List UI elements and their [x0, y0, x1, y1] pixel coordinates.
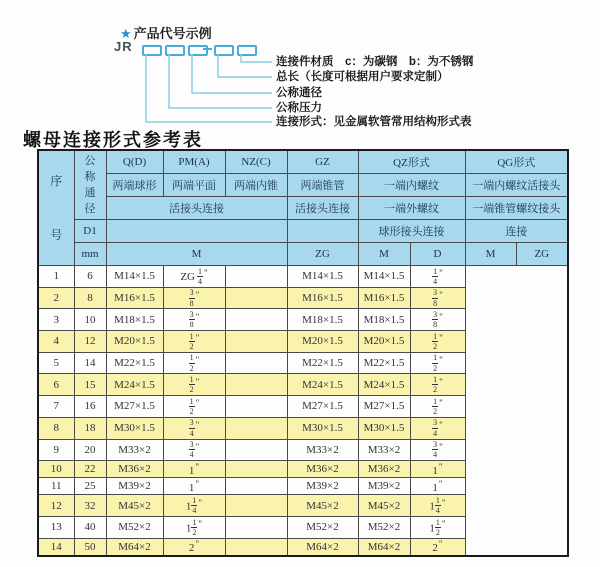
cell-qz-m — [225, 495, 287, 517]
header-mm: mm — [74, 243, 106, 266]
callout-nominal-diameter: 公称通径 — [276, 87, 322, 99]
table-row — [38, 478, 568, 495]
header-m-main: M — [106, 243, 287, 266]
cell-qz-d: M16×1.5 — [287, 287, 358, 309]
cell-qg-zg: $\frac{1}{2}$ " — [410, 374, 465, 396]
header-qz-desc1: 一端内螺纹 — [358, 174, 465, 197]
table-row — [38, 439, 568, 461]
cell-m-thread: M52×2 — [106, 517, 163, 539]
cell-gz-zg: $\frac{3}{8}$ " — [163, 309, 225, 331]
cell-m-thread: M22×1.5 — [106, 352, 163, 374]
cell-seq: 10 — [38, 461, 74, 478]
header-qz-m: M — [358, 243, 410, 266]
cell-qg-zg: $\frac{1}{2}$ " — [410, 396, 465, 418]
cell-qz-m — [225, 417, 287, 439]
cell-gz-zg: 1 $\frac{1}{4}$ " — [163, 495, 225, 517]
header-nz-c: NZ(C) — [225, 150, 287, 174]
cell-qz-m — [225, 517, 287, 539]
header-gz: GZ — [287, 150, 358, 174]
cell-dn-mm: 16 — [74, 396, 106, 418]
cell-m-thread: M36×2 — [106, 461, 163, 478]
header-pm-a-desc: 两端平面 — [163, 174, 225, 197]
cell-qg-m: M36×2 — [358, 461, 410, 478]
cell-qz-m — [225, 331, 287, 353]
cell-dn-mm: 50 — [74, 538, 106, 556]
cell-dn-mm: 14 — [74, 352, 106, 374]
cell-qz-m — [225, 439, 287, 461]
cell-qg-zg: $\frac{3}{4}$ " — [410, 417, 465, 439]
cell-qg-m: M33×2 — [358, 439, 410, 461]
cell-m-thread: M16×1.5 — [106, 287, 163, 309]
cell-qz-d: M24×1.5 — [287, 374, 358, 396]
cell-qg-zg: 2" — [410, 538, 465, 556]
cell-qg-m: M39×2 — [358, 478, 410, 495]
cell-dn-mm: 18 — [74, 417, 106, 439]
header-qg-desc2: 一端锥管螺纹接头 — [465, 197, 568, 220]
cell-qg-m: M22×1.5 — [358, 352, 410, 374]
header-gz-live-joint: 活接头连接 — [287, 197, 358, 220]
cell-dn-mm: 15 — [74, 374, 106, 396]
table-row — [38, 517, 568, 539]
callout-connection-form: 连接形式：见金属软管常用结构形式表 — [276, 116, 472, 128]
cell-seq: 2 — [38, 287, 74, 309]
table-row — [38, 538, 568, 556]
cell-m-thread: M27×1.5 — [106, 396, 163, 418]
cell-qz-m — [225, 352, 287, 374]
cell-qz-d: M18×1.5 — [287, 309, 358, 331]
header-nominal-diameter: 公称通径 — [74, 150, 106, 220]
cell-seq: 5 — [38, 352, 74, 374]
cell-gz-zg: 1 $\frac{1}{2}$ " — [163, 517, 225, 539]
cell-qz-d: M33×2 — [287, 439, 358, 461]
cell-m-thread: M20×1.5 — [106, 331, 163, 353]
cell-m-thread: M18×1.5 — [106, 309, 163, 331]
cell-qg-m: M45×2 — [358, 495, 410, 517]
cell-qz-d: M39×2 — [287, 478, 358, 495]
cell-qg-zg: $\frac{1}{2}$ " — [410, 352, 465, 374]
table-row — [38, 495, 568, 517]
cell-dn-mm: 32 — [74, 495, 106, 517]
cell-seq: 1 — [38, 266, 74, 288]
code-prefix: JR — [114, 39, 133, 54]
cell-seq: 13 — [38, 517, 74, 539]
cell-qz-d: M14×1.5 — [287, 266, 358, 288]
cell-dn-mm: 12 — [74, 331, 106, 353]
cell-qg-m: M27×1.5 — [358, 396, 410, 418]
cell-seq: 8 — [38, 417, 74, 439]
cell-qz-m — [225, 287, 287, 309]
table-row — [38, 266, 568, 288]
cell-m-thread: M14×1.5 — [106, 266, 163, 288]
cell-qg-m: M30×1.5 — [358, 417, 410, 439]
callout-total-length: 总长（长度可根据用户要求定制） — [276, 71, 449, 83]
cell-qz-d: M52×2 — [287, 517, 358, 539]
cell-qz-m — [225, 478, 287, 495]
cell-gz-zg: 2" — [163, 538, 225, 556]
header-nz-c-desc: 两端内锥 — [225, 174, 287, 197]
cell-qg-m: M16×1.5 — [358, 287, 410, 309]
header-qz-desc2: 一端外螺纹 — [358, 197, 465, 220]
cell-qg-zg: 1 $\frac{1}{2}$ " — [410, 517, 465, 539]
table-row — [38, 352, 568, 374]
cell-dn-mm: 40 — [74, 517, 106, 539]
cell-seq: 12 — [38, 495, 74, 517]
cell-m-thread: M33×2 — [106, 439, 163, 461]
header-gz-desc: 两端锥管 — [287, 174, 358, 197]
table-row — [38, 396, 568, 418]
cell-gz-zg: ZG $\frac{1}{4}$ " — [163, 266, 225, 288]
cell-dn-mm: 22 — [74, 461, 106, 478]
nut-connection-reference-table — [37, 149, 569, 557]
header-seq-no: 序号 — [38, 150, 74, 266]
header-d1: D1 — [74, 220, 106, 243]
cell-qz-d: M27×1.5 — [287, 396, 358, 418]
star-icon: ★ — [120, 26, 132, 41]
cell-qg-m: M18×1.5 — [358, 309, 410, 331]
cell-qg-zg: $\frac{3}{4}$ " — [410, 439, 465, 461]
table-row — [38, 331, 568, 353]
cell-seq: 11 — [38, 478, 74, 495]
cell-m-thread: M30×1.5 — [106, 417, 163, 439]
table-row — [38, 417, 568, 439]
header-qz-desc3: 球形接头连接 — [358, 220, 465, 243]
cell-qz-d: M20×1.5 — [287, 331, 358, 353]
cell-seq: 7 — [38, 396, 74, 418]
cell-dn-mm: 20 — [74, 439, 106, 461]
cell-qg-m: M64×2 — [358, 538, 410, 556]
cell-gz-zg: $\frac{1}{2}$ " — [163, 374, 225, 396]
cell-gz-zg: $\frac{3}{4}$ " — [163, 439, 225, 461]
cell-qg-m: M24×1.5 — [358, 374, 410, 396]
cell-qg-m: M14×1.5 — [358, 266, 410, 288]
cell-gz-zg: $\frac{3}{8}$ " — [163, 287, 225, 309]
cell-gz-zg: $\frac{1}{2}$ " — [163, 396, 225, 418]
cell-m-thread: M39×2 — [106, 478, 163, 495]
cell-dn-mm: 8 — [74, 287, 106, 309]
cell-seq: 4 — [38, 331, 74, 353]
header-qg-zg: ZG — [516, 243, 568, 266]
cell-qg-zg: 1" — [410, 478, 465, 495]
header-qg-form: QG形式 — [465, 150, 568, 174]
cell-gz-zg: $\frac{1}{2}$ " — [163, 331, 225, 353]
table-row — [38, 309, 568, 331]
cell-qz-d: M30×1.5 — [287, 417, 358, 439]
cell-qg-zg: 1" — [410, 461, 465, 478]
cell-qz-d: M45×2 — [287, 495, 358, 517]
cell-qg-m: M20×1.5 — [358, 331, 410, 353]
cell-qg-zg: $\frac{1}{4}$ " — [410, 266, 465, 288]
callout-nominal-pressure: 公称压力 — [276, 102, 322, 114]
header-pm-a: PM(A) — [163, 150, 225, 174]
heading-text: 产品代号示例 — [133, 26, 212, 41]
cell-qg-zg: 1 $\frac{1}{4}$ " — [410, 495, 465, 517]
header-zg-main: ZG — [287, 243, 358, 266]
callout-material: 连接件材质 c：为碳钢 b：为不锈钢 — [276, 56, 474, 68]
cell-gz-zg: 1" — [163, 461, 225, 478]
cell-m-thread: M45×2 — [106, 495, 163, 517]
cell-dn-mm: 25 — [74, 478, 106, 495]
cell-qz-m — [225, 266, 287, 288]
cell-qg-zg: $\frac{3}{8}$ " — [410, 309, 465, 331]
cell-dn-mm: 6 — [74, 266, 106, 288]
cell-qg-m: M52×2 — [358, 517, 410, 539]
table-row — [38, 374, 568, 396]
header-qg-m: M — [465, 243, 516, 266]
header-qg-desc1: 一端内螺纹活接头 — [465, 174, 568, 197]
header-qg-desc3: 连接 — [465, 220, 568, 243]
cell-dn-mm: 10 — [74, 309, 106, 331]
header-qz-form: QZ形式 — [358, 150, 465, 174]
cell-qz-d: M22×1.5 — [287, 352, 358, 374]
cell-m-thread: M64×2 — [106, 538, 163, 556]
cell-qz-d: M64×2 — [287, 538, 358, 556]
cell-seq: 3 — [38, 309, 74, 331]
cell-gz-zg: 1" — [163, 478, 225, 495]
cell-qz-d: M36×2 — [287, 461, 358, 478]
cell-qz-m — [225, 309, 287, 331]
cell-gz-zg: $\frac{3}{4}$ " — [163, 417, 225, 439]
page-title: 螺母连接形式参考表 — [23, 130, 203, 150]
table-row — [38, 287, 568, 309]
cell-qg-zg: $\frac{3}{8}$ " — [410, 287, 465, 309]
cell-qz-m — [225, 396, 287, 418]
table-body — [38, 266, 568, 557]
header-live-joint: 活接头连接 — [106, 197, 287, 220]
header-q-d-desc: 两端球形 — [106, 174, 163, 197]
header-q-d: Q(D) — [106, 150, 163, 174]
cell-qz-m — [225, 461, 287, 478]
header-qz-d: D — [410, 243, 465, 266]
cell-qg-zg: $\frac{1}{2}$ " — [410, 331, 465, 353]
cell-qz-m — [225, 538, 287, 556]
cell-gz-zg: $\frac{1}{2}$ " — [163, 352, 225, 374]
header-blank-m-area — [106, 220, 287, 243]
cell-seq: 9 — [38, 439, 74, 461]
cell-m-thread: M24×1.5 — [106, 374, 163, 396]
cell-seq: 14 — [38, 538, 74, 556]
cell-qz-m — [225, 374, 287, 396]
table-row — [38, 461, 568, 478]
cell-seq: 6 — [38, 374, 74, 396]
header-blank-gz — [287, 220, 358, 243]
